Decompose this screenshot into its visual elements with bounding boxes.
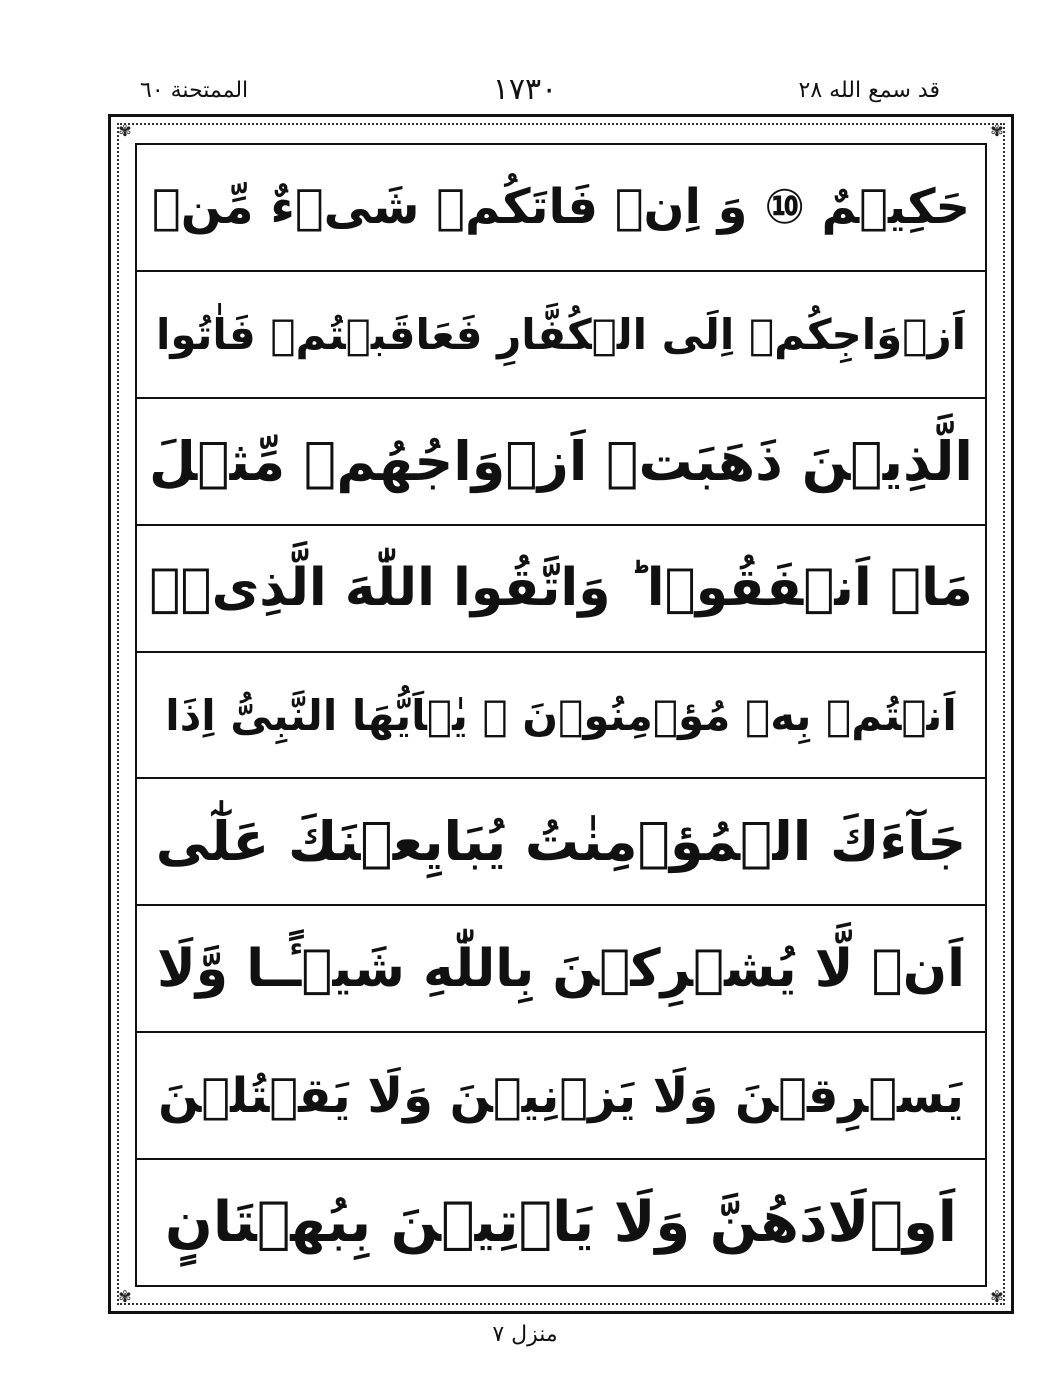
- quran-line-1: حَكِيۡمٌ ⑩ وَ اِنۡ فَاتَكُمۡ شَىۡءٌ مِّنۡ: [137, 145, 985, 272]
- quran-line-2: اَزۡوَاجِكُمۡ اِلَى الۡكُفَّارِ فَعَاقَبۡتُمۡ فَاٰتُوا: [137, 272, 985, 399]
- quran-lines: [137, 145, 985, 1285]
- page-header: [110, 72, 940, 114]
- corner-ornament-icon: ✾: [118, 121, 132, 140]
- corner-ornament-icon: ✾: [118, 1287, 132, 1306]
- page-number: ١٧٣٠: [492, 72, 558, 107]
- juz-label: قد سمع الله ٢٨: [798, 78, 940, 103]
- quran-line-4: مَاۤ اَنۡفَقُوۡا ؕ وَاتَّقُوا اللّٰهَ الَّذِىۡۤ: [137, 526, 985, 653]
- quran-line-6: جَآءَكَ الۡمُؤۡمِنٰتُ يُبَايِعۡنَكَ عَلٰٓى: [137, 779, 985, 906]
- corner-ornament-icon: ✾: [990, 1287, 1004, 1306]
- quran-line-7: اَنۡ لَّا يُشۡرِكۡنَ بِاللّٰهِ شَيۡـًٔـا وَّلَا: [137, 906, 985, 1033]
- corner-ornament-icon: ✾: [990, 121, 1004, 140]
- surah-label: الممتحنة ٦٠: [140, 78, 249, 103]
- text-area: [135, 143, 987, 1287]
- quran-line-3: الَّذِيۡنَ ذَهَبَتۡ اَزۡوَاجُهُمۡ مِّثۡلَ: [137, 399, 985, 526]
- manzil-footer: منزل ٧: [492, 1322, 558, 1347]
- quran-line-5: اَنۡتُمۡ بِهٖ مُؤۡمِنُوۡنَ ⑪ يٰۤاَيُّهَا النَّبِىُّ اِذَا: [137, 653, 985, 780]
- decorative-frame: [108, 114, 1014, 1314]
- quran-line-8: يَسۡرِقۡنَ وَلَا يَزۡنِيۡنَ وَلَا يَقۡتُلۡنَ: [137, 1033, 985, 1160]
- quran-line-9: اَوۡلَادَهُنَّ وَلَا يَاۡتِيۡنَ بِبُهۡتَانٍ: [165, 1190, 957, 1256]
